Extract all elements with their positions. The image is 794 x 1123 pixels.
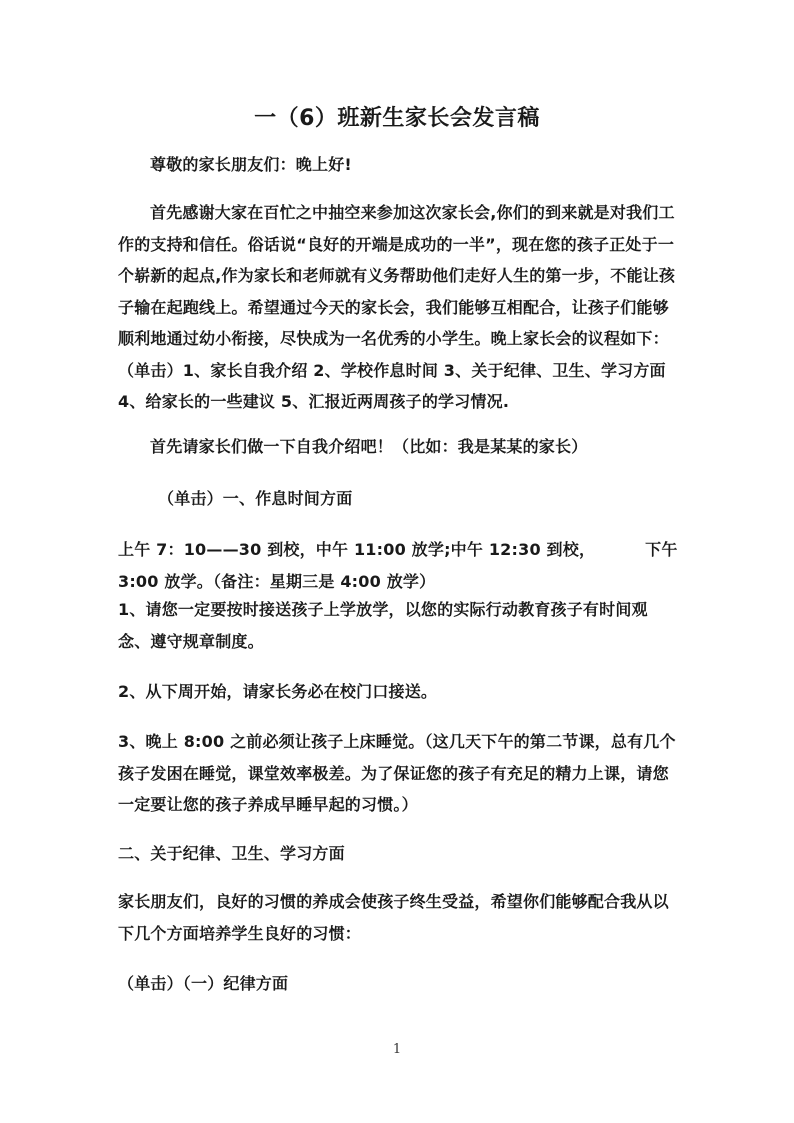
rule-item-3: 3、晚上 8:00 之前必须让孩子上床睡觉。（这几天下午的第二节课，总有几个孩子发困在睡觉，课堂效率极差。为了保证您的孩子有充足的精力上课，请您一定要让您的孩子养成早睡早起的习惯。） xyxy=(118,732,676,814)
rule-item-1: 1、请您一定要按时接送孩子上学放学，以您的实际行动教育孩子有时间观念、遵守规章制度。 xyxy=(118,600,648,651)
subsection-discipline: （单击）（一）纪律方面 xyxy=(118,974,289,993)
intro-paragraph: 首先感谢大家在百忙之中抽空来参加这次家长会,你们的到来就是对我们工作的支持和信任。俗话说“良好的开端是成功的一半”，现在您的孩子正处于一个崭新的起点,作为家长和老师就有义务帮助他们走好人生的第一步，不能让孩子输在起跑线上。希望通过今天的家长会，我们能够互相配合，让孩子们能够顺利地通过幼小衔接，尽快成为一名优秀的小学生。晚上家长会的议程如下：（单击）1、家长自我介绍 2、学校作息时间 3、关于纪律、卫生、学习方面 4、给家长的一些建议 5、汇报近两周孩子的学习情况. xyxy=(118,203,676,411)
page-number: 1 xyxy=(392,1042,402,1057)
section2-heading: 二、关于纪律、卫生、学习方面 xyxy=(118,844,345,863)
section2-body: 家长朋友们，良好的习惯的养成会使孩子终生受益，希望你们能够配合我从以下几个方面培养学生良好的习惯： xyxy=(118,892,669,943)
section1-heading: （单击）一、作息时间方面 xyxy=(158,489,353,508)
schedule-afternoon: 下午 3:00 放学。（备注：星期三是 4:00 放学） xyxy=(118,540,678,591)
rule-item-2: 2、从下周开始，请家长务必在校门口接送。 xyxy=(118,682,438,701)
schedule-paragraph xyxy=(118,534,678,597)
self-intro-paragraph: 首先请家长们做一下自我介绍吧！（比如：我是某某的家长） xyxy=(150,437,588,456)
document-title: 一（6）班新生家长会发言稿 xyxy=(254,106,540,131)
greeting: 尊敬的家长朋友们：晚上好! xyxy=(150,155,352,174)
schedule-morning: 上午 7：10——30 到校，中午 11:00 放学;中午 12:30 到校， xyxy=(118,540,596,559)
